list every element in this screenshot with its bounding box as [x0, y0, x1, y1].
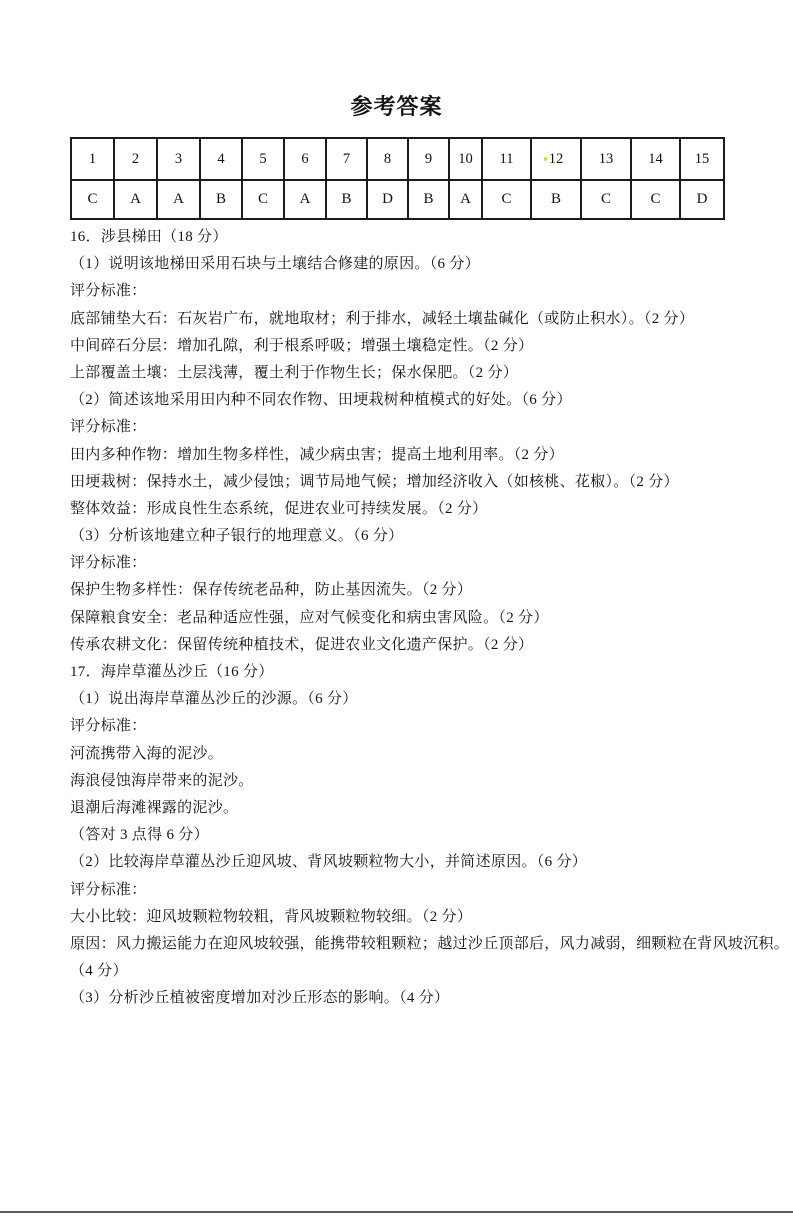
- answer-cell: B: [408, 180, 449, 219]
- page-title: 参考答案: [350, 94, 443, 119]
- sub-question: （2）比较海岸草灌丛沙丘迎风坡、背风坡颗粒物大小，并简述原因。（6 分）: [70, 854, 588, 871]
- answer-explanations: [70, 230, 793, 1007]
- answer-point: 整体效益：形成良性生态系统，促进农业可持续发展。（2 分）: [70, 500, 488, 517]
- answer-cell: D: [680, 180, 724, 219]
- answer-point: 田内多种作物：增加生物多样性，减少病虫害；提高土地利用率。（2 分）: [70, 446, 564, 463]
- answer-cell: A: [449, 180, 482, 219]
- answer-row: [71, 180, 724, 219]
- question-number-cell: 5: [242, 138, 284, 180]
- answer-point: 田埂栽树：保持水土，减少侵蚀；调节局地气候；增加经济收入（如核桃、花椒）。（2 分）: [70, 473, 679, 490]
- answer-cell: A: [114, 180, 157, 219]
- answer-point: 海浪侵蚀海岸带来的泥沙。: [70, 772, 254, 789]
- answer-point: 保护生物多样性：保存传统老品种，防止基因流失。（2 分）: [70, 582, 473, 599]
- question-number-cell: 9: [408, 138, 449, 180]
- sub-question: （1）说出海岸草灌丛沙丘的沙源。（6 分）: [70, 691, 358, 708]
- question-number-cell: 14: [631, 138, 680, 180]
- question-number-cell: 1: [71, 138, 114, 180]
- answer-point: 上部覆盖土壤：土层浅薄，覆土利于作物生长；保水保肥。（2 分）: [70, 364, 519, 381]
- scan-artifact-dot: [544, 157, 547, 161]
- answer-cell: C: [631, 180, 680, 219]
- sub-question: （2）简述该地采用田内种不同农作物、田埂栽树种植模式的好处。（6 分）: [70, 392, 572, 409]
- answer-point: 河流携带入海的泥沙。: [70, 745, 224, 762]
- question-16-heading: 16．涉县梯田（18 分）: [70, 229, 228, 245]
- answer-key-table: [70, 137, 725, 220]
- answer-cell: D: [367, 180, 408, 219]
- scoring-criteria-label: 评分标准：: [70, 555, 147, 572]
- answer-cell: B: [531, 180, 581, 219]
- scoring-criteria-label: 评分标准：: [70, 419, 147, 436]
- question-number-cell: 11: [482, 138, 531, 180]
- answer-cell: B: [200, 180, 242, 219]
- question-number-cell: 6: [284, 138, 326, 180]
- scoring-criteria-label: 评分标准：: [70, 718, 147, 735]
- question-number-cell: 7: [326, 138, 367, 180]
- answer-cell: C: [242, 180, 284, 219]
- question-number-cell: 2: [114, 138, 157, 180]
- answer-cell: C: [482, 180, 531, 219]
- answer-point: 中间碎石分层：增加孔隙，利于根系呼吸；增强土壤稳定性。（2 分）: [70, 337, 534, 354]
- question-number-cell: 4: [200, 138, 242, 180]
- question-number-row: [71, 138, 724, 180]
- question-17-heading: 17．海岸草灌丛沙丘（16 分）: [70, 664, 274, 680]
- sub-question: （1）说明该地梯田采用石块与土壤结合修建的原因。（6 分）: [70, 256, 480, 273]
- question-number-cell: 8: [367, 138, 408, 180]
- question-number-cell: 10: [449, 138, 482, 180]
- answer-cell: B: [326, 180, 367, 219]
- scoring-criteria-label: 评分标准：: [70, 881, 147, 898]
- answer-point: 原因：风力搬运能力在迎风坡较强，能携带较粗颗粒；越过沙丘顶部后，风力减弱，细颗粒在背风坡沉积。: [70, 935, 790, 952]
- question-number-cell: 3: [157, 138, 200, 180]
- answer-cell: C: [71, 180, 114, 219]
- sub-question: （3）分析该地建立种子银行的地理意义。（6 分）: [70, 528, 404, 545]
- question-number-cell: 15: [680, 138, 724, 180]
- answer-point: 大小比较：迎风坡颗粒物较粗，背风坡颗粒物较细。（2 分）: [70, 908, 473, 925]
- document-page: [0, 94, 793, 1007]
- question-number-cell: 12: [531, 138, 581, 180]
- answer-point: 底部铺垫大石：石灰岩广布，就地取材；利于排水，减轻土壤盐碱化（或防止积水）。（2 分）: [70, 310, 695, 327]
- answer-cell: A: [284, 180, 326, 219]
- answer-cell: A: [157, 180, 200, 219]
- answer-point: 保障粮食安全：老品种适应性强，应对气候变化和病虫害风险。（2 分）: [70, 609, 549, 626]
- scoring-criteria-label: 评分标准：: [70, 283, 147, 300]
- answer-cell: C: [581, 180, 631, 219]
- score-note: （4 分）: [70, 963, 128, 980]
- answer-point: 退潮后海滩裸露的泥沙。: [70, 799, 239, 816]
- page-bottom-edge: [0, 1211, 793, 1214]
- question-number-cell: 13: [581, 138, 631, 180]
- sub-question: （3）分析沙丘植被密度增加对沙丘形态的影响。（4 分）: [70, 990, 450, 1007]
- score-note: （答对 3 点得 6 分）: [70, 827, 209, 844]
- answer-point: 传承农耕文化：保留传统种植技术，促进农业文化遗产保护。（2 分）: [70, 636, 534, 653]
